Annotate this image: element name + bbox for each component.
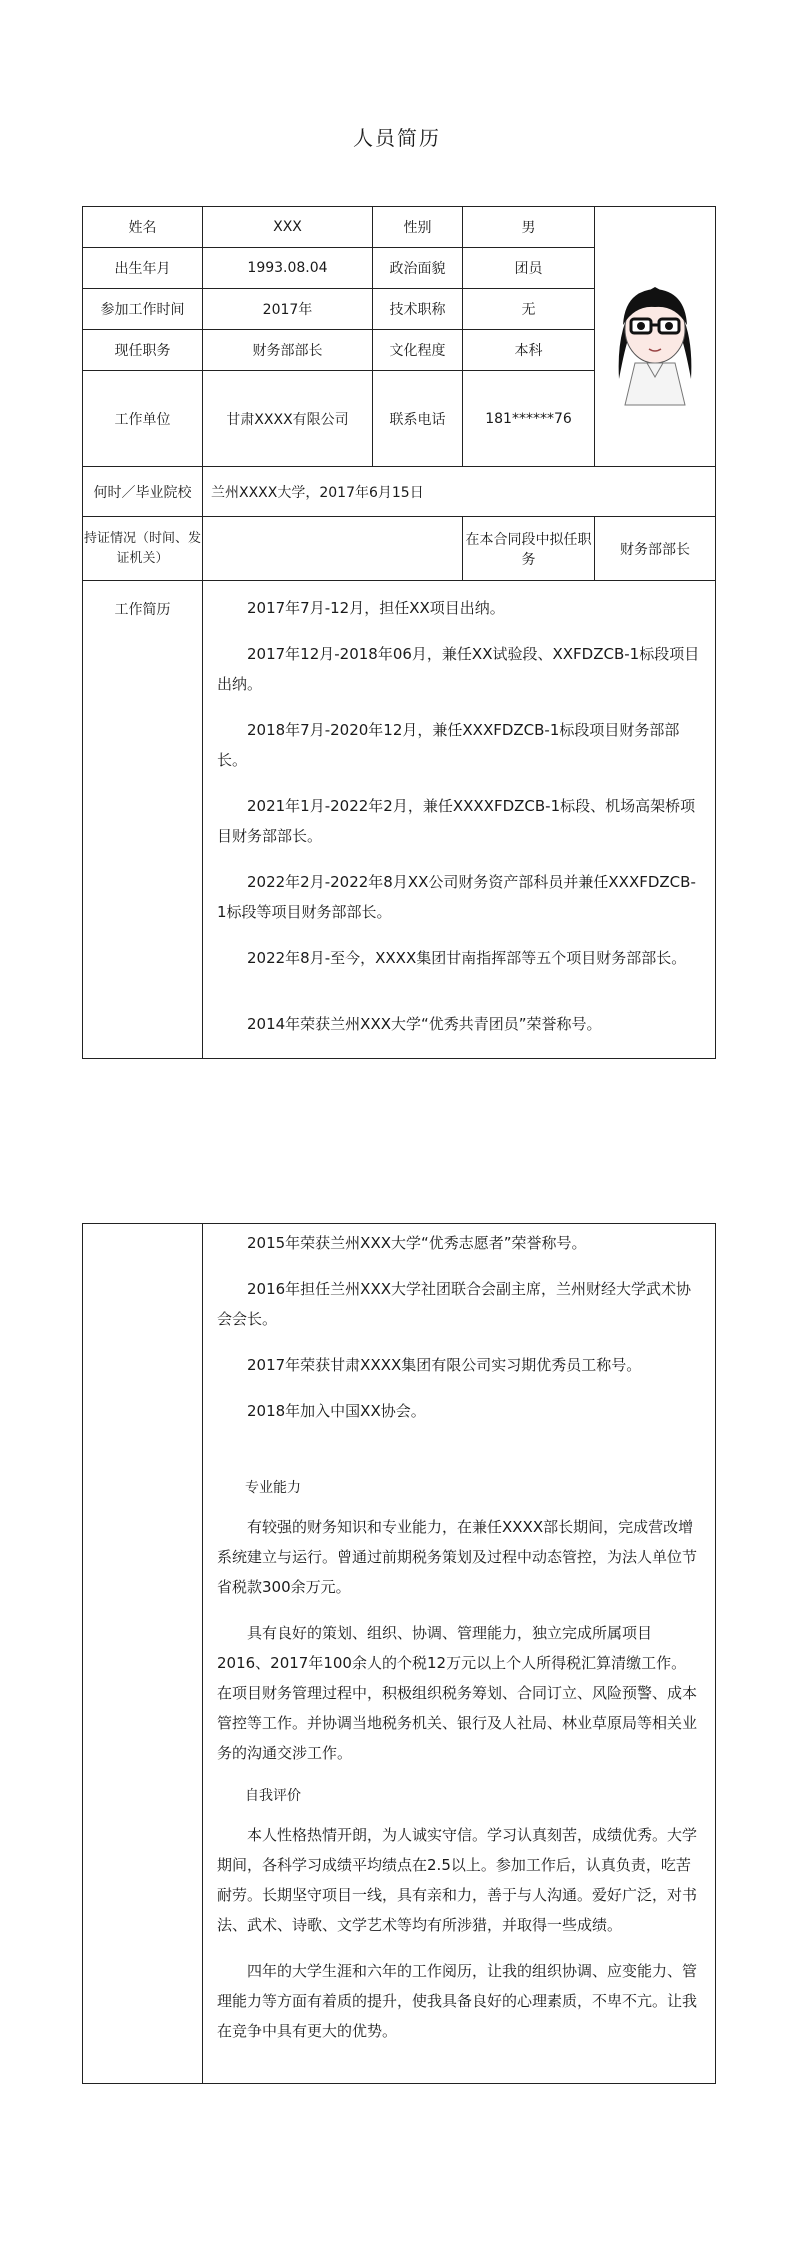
- skills-heading: 专业能力: [245, 1480, 301, 1496]
- work-history-label: 工作简历: [83, 581, 203, 1059]
- certificate-label: 持证情况（时间、发证机关）: [83, 517, 203, 581]
- certificate-value: [203, 517, 463, 581]
- page-title: 人员简历: [353, 126, 441, 150]
- proposed-role-label: 在本合同段中拟任职务: [463, 517, 595, 581]
- name-value: XXX: [203, 207, 373, 248]
- work-start-label: 参加工作时间: [83, 289, 203, 330]
- honor-entry: 2015年荣获兰州XXX大学“优秀志愿者”荣誉称号。: [247, 1234, 587, 1252]
- self-eval-heading: 自我评价: [245, 1788, 301, 1804]
- work-entry: 2022年8月-至今，XXXX集团甘南指挥部等五个项目财务部部长。: [247, 949, 687, 967]
- work-entry: 2021年1月-2022年2月，兼任XXXXFDZCB-1标段、机场高架桥项目财务部部长。: [217, 797, 696, 845]
- graduation-label: 何时／毕业院校: [83, 467, 203, 517]
- birth-label: 出生年月: [83, 248, 203, 289]
- photo-cell: [595, 207, 716, 467]
- education-label: 文化程度: [373, 330, 463, 371]
- work-entry: 2017年12月-2018年06月，兼任XX试验段、XXFDZCB-1标段项目出纳。: [217, 645, 700, 693]
- skills-paragraph: 具有良好的策划、组织、协调、管理能力，独立完成所属项目2016、2017年100余人的个税12万元以上个人所得税汇算清缴工作。在项目财务管理过程中，积极组织税务筹划、合同订立、风险预警、成本管控等工作。并协调当地税务机关、银行及人社局、林业草原局等相关业务的沟通交涉工作。: [217, 1624, 698, 1762]
- continuation-body: [203, 1224, 716, 2084]
- gender-label: 性别: [373, 207, 463, 248]
- self-eval-paragraph: 本人性格热情开朗，为人诚实守信。学习认真刻苦，成绩优秀。大学期间，各科学习成绩平均绩点在2.5以上。参加工作后，认真负责，吃苦耐劳。长期坚守项目一线，具有亲和力，善于与人沟通。爱好广泛，对书法、武术、诗歌、文学艺术等均有所涉猎，并取得一些成绩。: [217, 1826, 698, 1934]
- politics-label: 政治面貌: [373, 248, 463, 289]
- politics-value: 团员: [463, 248, 595, 289]
- gender-value: 男: [463, 207, 595, 248]
- continuation-label-cell: [83, 1224, 203, 2084]
- honor-entry: 2016年担任兰州XXX大学社团联合会副主席，兰州财经大学武术协会会长。: [217, 1280, 692, 1328]
- birth-value: 1993.08.04: [203, 248, 373, 289]
- education-value: 本科: [463, 330, 595, 371]
- self-eval-paragraph: 四年的大学生涯和六年的工作阅历，让我的组织协调、应变能力、管理能力等方面有着质的提升，使我具备良好的心理素质，不卑不亢。让我在竞争中具有更大的优势。: [217, 1962, 698, 2040]
- work-entry: 2017年7月-12月，担任XX项目出纳。: [247, 599, 505, 617]
- proposed-role-value: 财务部部长: [595, 517, 716, 581]
- skills-paragraph: 有较强的财务知识和专业能力，在兼任XXXX部长期间，完成营改增系统建立与运行。曾通过前期税务策划及过程中动态管控，为法人单位节省税款300余万元。: [217, 1518, 698, 1596]
- graduation-value: 兰州XXXX大学，2017年6月15日: [203, 467, 716, 517]
- honor-entry: 2018年加入中国XX协会。: [247, 1402, 426, 1420]
- employer-value: 甘肃XXXX有限公司: [203, 371, 373, 467]
- name-label: 姓名: [83, 207, 203, 248]
- position-value: 财务部部长: [203, 330, 373, 371]
- resume-table-page2: [82, 1223, 716, 2084]
- work-entry: 2022年2月-2022年8月XX公司财务资产部科员并兼任XXXFDZCB-1标段等项目财务部部长。: [217, 873, 696, 921]
- resume-table-page1: [82, 206, 716, 1059]
- work-history-body: [203, 581, 716, 1059]
- honor-entry: 2017年荣获甘肃XXXX集团有限公司实习期优秀员工称号。: [247, 1356, 642, 1374]
- position-label: 现任职务: [83, 330, 203, 371]
- cartoon-girl-portrait-icon: [605, 267, 705, 407]
- phone-label: 联系电话: [373, 371, 463, 467]
- employer-label: 工作单位: [83, 371, 203, 467]
- tech-title-label: 技术职称: [373, 289, 463, 330]
- phone-value: 181******76: [463, 371, 595, 467]
- honor-entry: 2014年荣获兰州XXX大学“优秀共青团员”荣誉称号。: [247, 1015, 602, 1033]
- work-entry: 2018年7月-2020年12月，兼任XXXFDZCB-1标段项目财务部部长。: [217, 721, 680, 769]
- tech-title-value: 无: [463, 289, 595, 330]
- work-start-value: 2017年: [203, 289, 373, 330]
